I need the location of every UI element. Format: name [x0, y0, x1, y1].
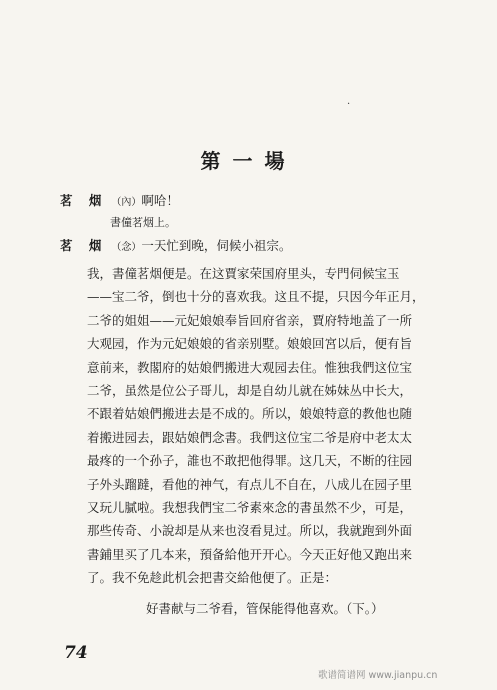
- text-line: 我，書僮茗烟便是。在这賈家荣国府里头，专門伺候宝玉: [87, 266, 400, 281]
- text-line: ——宝二爷，倒也十分的喜欢我。这且不提，只因今年正月，: [87, 289, 425, 305]
- margin-mark: ·: [347, 99, 351, 110]
- text-line: 二爷，虽然是位公子哥儿，却是自幼儿就在姊妹丛中长大，: [87, 382, 413, 398]
- text-line: 了。我不免趁此机会把書交給他便了。正是：: [87, 570, 338, 586]
- speaker-name: 茗 烟: [60, 238, 108, 253]
- speech-text: 啊哈！: [141, 193, 179, 208]
- speech-text: 一天忙到晚，伺候小祖宗。: [141, 238, 292, 253]
- stage-direction: （念）: [111, 242, 142, 253]
- text-line: 着搬进园去，跟姑娘們念書。我們这位宝二爷是府中老太太: [87, 429, 413, 445]
- text-line: 二爷的姐姐——元妃娘娘奉旨回府省亲，賈府特地盖了一所: [87, 312, 413, 328]
- text-line: 大观园，作为元妃娘娘的省亲别墅。娘娘回宮以后，便有旨: [87, 336, 413, 352]
- text-line: 子外头蹓躂，看他的神气，有点儿不自在，八成儿在园子里: [87, 476, 413, 492]
- dialogue-line-2: [60, 238, 291, 256]
- page-number: 74: [64, 643, 88, 663]
- text-line: 不跟着姑娘們搬进去是不成的。所以，娘娘特意的教他也随: [87, 406, 413, 422]
- site-watermark: 歌谱简谱网 www.jianpu.cn: [318, 670, 438, 681]
- verse-line: 好書献与二爷看，管保能得他喜欢。（下。）: [146, 601, 384, 616]
- text-line: 那些传奇、小說却是从来也沒看見过。所以，我就跑到外面: [87, 523, 413, 539]
- stage-note: 書僮茗烟上。: [110, 216, 176, 229]
- text-line: 最疼的一个孙子，誰也不敢把他得罪。这几天，不断的往园: [87, 453, 413, 469]
- stage-direction: （內）: [111, 197, 142, 208]
- monologue-paragraph: [87, 262, 465, 589]
- text-line: 又玩儿膩啦。我想我們宝二爷素來念的書虽然不少，可是，: [87, 499, 413, 515]
- speaker-name: 茗 烟: [60, 193, 108, 208]
- text-line: 意前来，教閣府的姑娘們搬进大观园去住。惟独我們这位宝: [87, 359, 413, 375]
- scene-title: 第一場: [200, 149, 297, 173]
- dialogue-line-1: [60, 193, 179, 211]
- text-line: 書鋪里买了几本来，預备給他开开心。今天正好他又跑出来: [87, 546, 413, 562]
